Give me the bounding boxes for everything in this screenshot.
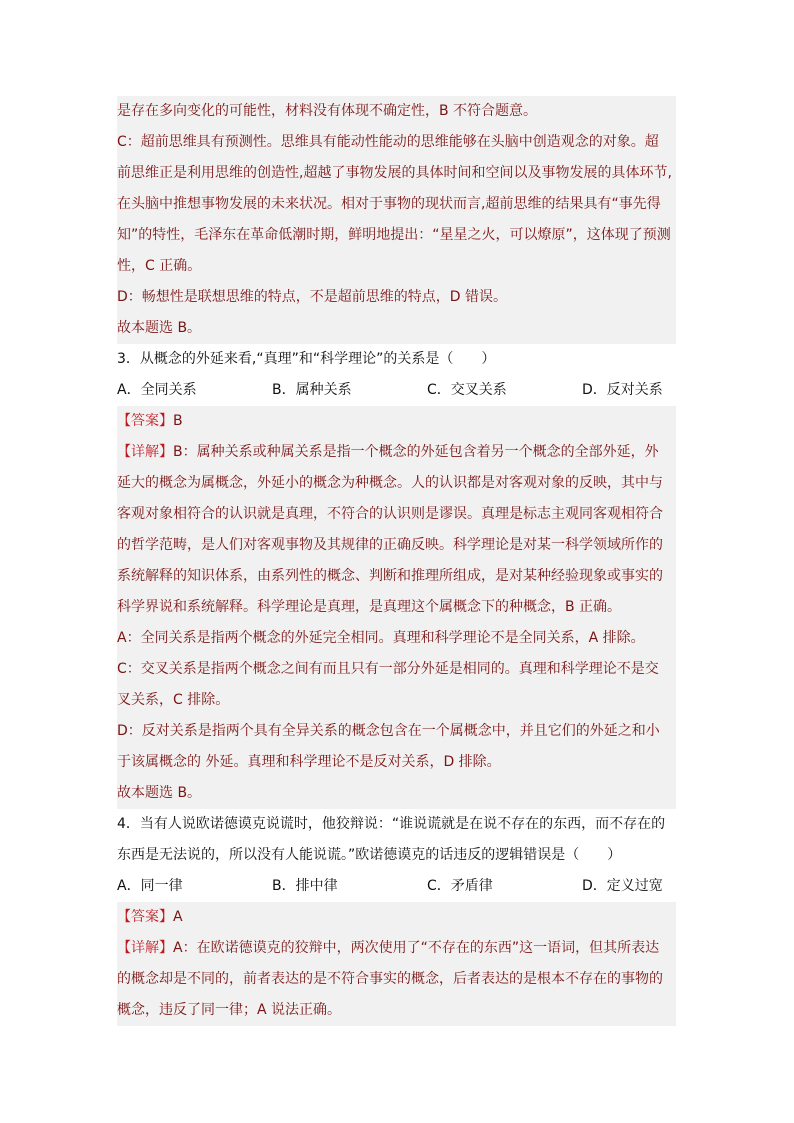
answer-line [117, 902, 676, 933]
explanation-line: 性，C 正确。 [117, 251, 676, 282]
option-a: A．全同关系 [117, 382, 197, 398]
option-c: C．交叉关系 [427, 382, 507, 398]
explanation-line: 在头脑中推想事物发展的未来状况。相对于事物的现状而言,超前思维的结果具有“事先得 [117, 189, 676, 220]
detail-line: 的概念却是不同的，前者表达的是不符合事实的概念，后者表达的是根本不存在的事物的 [117, 964, 676, 995]
answer-label: 【答案】 [117, 909, 173, 925]
detail-text: A：在欧诺德谟克的狡辩中，两次使用了“不存在的东西”这一语词，但其所表达 [173, 940, 660, 956]
detail-line: D：反对关系是指两个具有全异关系的概念包含在一个属概念中，并且它们的外延之和小 [117, 716, 676, 747]
detail-line: 科学界说和系统解释。科学理论是真理，是真理这个属概念下的种概念，B 正确。 [117, 592, 676, 623]
option-c: C．矛盾律 [427, 878, 493, 894]
explanation-line: 是存在多向变化的可能性，材料没有体现不确定性，B 不符合题意。 [117, 96, 676, 127]
detail-line: 叉关系，C 排除。 [117, 685, 676, 716]
answer-label: 【答案】 [117, 413, 173, 429]
explanation-line: 知”的特性，毛泽东在革命低潮时期，鲜明地提出：“星星之火，可以燎原”，这体现了预测 [117, 220, 676, 251]
answer-value: A [173, 909, 183, 925]
explanation-line: 故本题选 B。 [117, 313, 676, 344]
question-4 [117, 809, 676, 1026]
explanation-block-q2 [117, 96, 676, 344]
option-d: D．定义过宽 [582, 878, 663, 894]
explanation-line: D：畅想性是联想思维的特点，不是超前思维的特点，D 错误。 [117, 282, 676, 313]
detail-label: 【详解】 [117, 444, 173, 460]
question-3 [117, 344, 676, 809]
detail-line [117, 437, 676, 468]
detail-line: 延大的概念为属概念，外延小的概念为种概念。人的认识都是对客观对象的反映，其中与 [117, 468, 676, 499]
detail-line: 故本题选 B。 [117, 778, 676, 809]
question-stem: 3．从概念的外延来看,“真理”和“科学理论”的关系是（ ） [117, 351, 496, 367]
question-stem: 4．当有人说欧诺德谟克说谎时，他狡辩说：“谁说谎就是在说不存在的东西，而不存在的 [117, 816, 666, 832]
document-page [117, 96, 676, 1026]
detail-line: 的哲学范畴，是人们对客观事物及其规律的正确反映。科学理论是对某一科学领域所作的 [117, 530, 676, 561]
answer-line [117, 406, 676, 437]
detail-line [117, 933, 676, 964]
explanation-line: C：超前思维具有预测性。思维具有能动性能动的思维能够在头脑中创造观念的对象。超 [117, 127, 676, 158]
option-b: B．排中律 [272, 878, 338, 894]
answer-value: B [173, 413, 183, 429]
option-a: A．同一律 [117, 878, 183, 894]
detail-line: 概念，违反了同一律；A 说法正确。 [117, 995, 676, 1026]
option-b: B．属种关系 [272, 382, 352, 398]
question-stem: 东西是无法说的，所以没有人能说谎。”欧诺德谟克的话违反的逻辑错误是（ ） [117, 847, 622, 863]
detail-line: 于该属概念的 外延。真理和科学理论不是反对关系，D 排除。 [117, 747, 676, 778]
option-d: D．反对关系 [582, 382, 663, 398]
detail-line: 系统解释的知识体系，由系列性的概念、判断和推理所组成，是对某种经验现象或事实的 [117, 561, 676, 592]
detail-line: A：全同关系是指两个概念的外延完全相同。真理和科学理论不是全同关系，A 排除。 [117, 623, 676, 654]
detail-line: 客观对象相符合的认识就是真理，不符合的认识则是谬误。真理是标志主观同客观相符合 [117, 499, 676, 530]
detail-text: B：属种关系或种属关系是指一个概念的外延包含着另一个概念的全部外延，外 [173, 444, 659, 460]
option-list [117, 375, 676, 406]
explanation-line: 前思维正是利用思维的创造性,超越了事物发展的具体时间和空间以及事物发展的具体环节, [117, 158, 676, 189]
detail-line: C：交叉关系是指两个概念之间有而且只有一部分外延是相同的。真理和科学理论不是交 [117, 654, 676, 685]
option-list [117, 871, 676, 902]
detail-label: 【详解】 [117, 940, 173, 956]
